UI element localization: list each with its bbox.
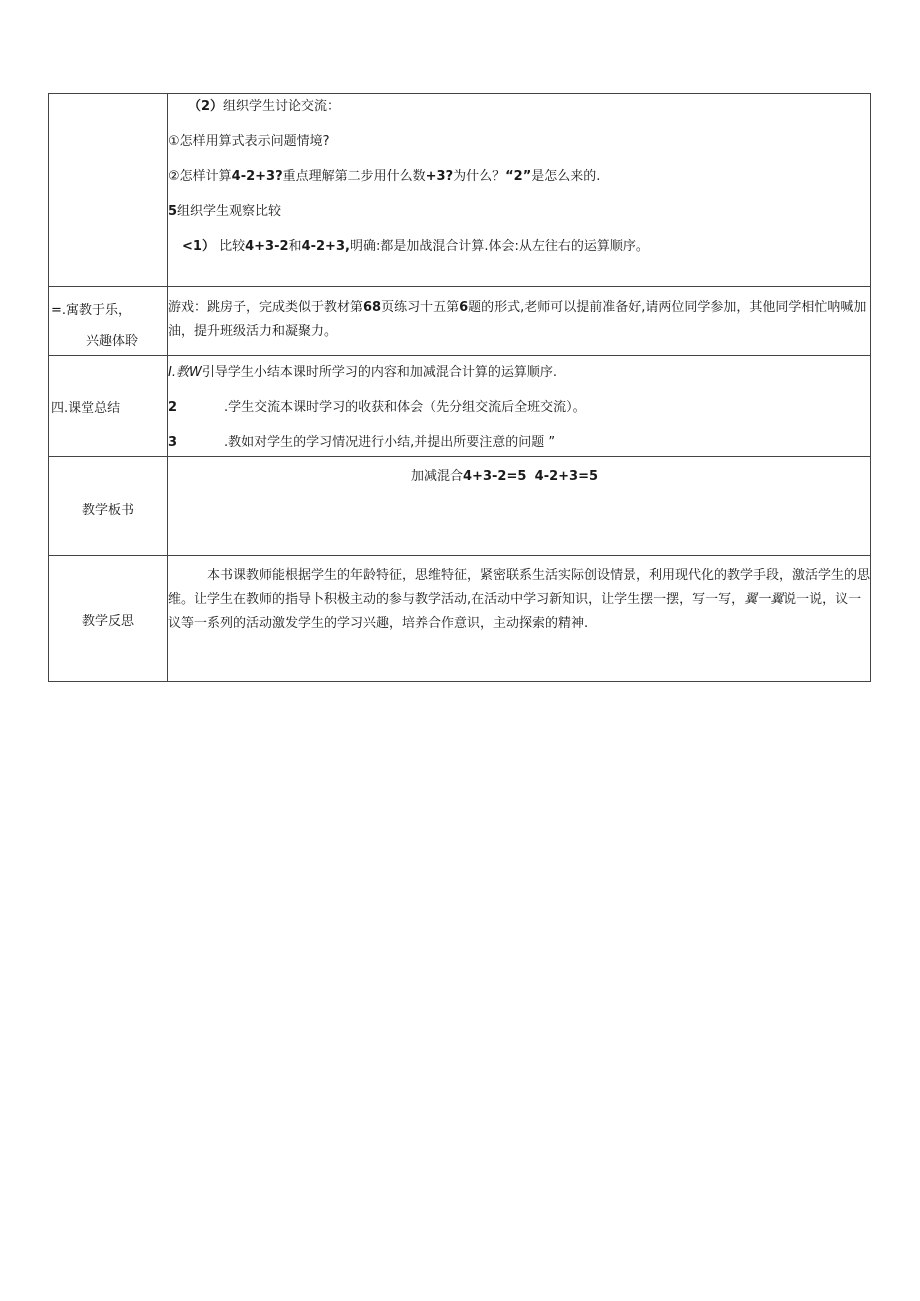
table-row — [49, 457, 871, 556]
reflection-text: 本书课教师能根据学生的年龄特征，思维特征，紧密联系生活实际创设情景，利用现代化的教学手段，激活学生的思维。让学生在教师的指导卜积极主动的参与教学活动,在活动中学习新知识，让学生摆一摆，写一写，翼一翼说一说，议一议等一系列的活动激发学生的学习兴趣，培养合作意识，主动探索的精神. — [168, 568, 871, 631]
table-row — [49, 287, 871, 356]
summary-item-2: 2 .学生交流本课时学习的收获和体会（先分组交流后全班交流）。 — [168, 400, 586, 415]
reflection-cell — [168, 556, 871, 682]
section-label: 教学板书 — [81, 503, 134, 518]
board-text: 加减混合4+3-2=5 4-2+3=5 — [411, 469, 599, 484]
summary-item-1: I.教W引导学生小结本课时所学习的内容和加减混合计算的运算顺序. — [168, 365, 557, 380]
compare-item: <1） 比较4+3-2和4-2+3,明确:都是加战混合计算.体会:从左往右的运算顺序。 — [182, 239, 649, 254]
section-label: 教学反思 — [81, 614, 134, 629]
game-cell — [168, 287, 871, 356]
question-2: ②怎样计算4-2+3?重点理解第二步用什么数+3?为什么？“2”是怎么来的. — [168, 169, 601, 184]
row-label-cell — [49, 287, 168, 356]
table-row — [49, 356, 871, 457]
table-row — [49, 94, 871, 287]
lesson-plan-table — [48, 93, 871, 682]
discussion-heading: （2）组织学生讨论交流： — [188, 99, 341, 114]
row-label-cell — [49, 356, 168, 457]
row-label-cell — [49, 457, 168, 556]
discussion-cell — [168, 94, 871, 287]
board-cell — [168, 457, 871, 556]
section-label: 四.课堂总结 — [51, 401, 121, 416]
summary-cell — [168, 356, 871, 457]
game-text: 游戏：跳房子，完成类似于教材第68页练习十五第6题的形式,老师可以提前准备好,请两位同学参加，其他同学相忙呐喊加油，提升班级活力和凝聚力。 — [168, 300, 867, 339]
compare-heading: 5组织学生观察比较 — [168, 204, 282, 219]
question-1: ①怎样用算式表示问题情境? — [168, 134, 330, 149]
row-label-cell — [49, 556, 168, 682]
section-label: 兴趣体聆 — [85, 334, 138, 349]
row-label-empty — [49, 94, 168, 287]
table-row — [49, 556, 871, 682]
summary-item-3: 3 .教如对学生的学习情况进行小结,并提出所要注意的问题 ” — [168, 435, 556, 450]
section-label: =.寓教于乐， — [51, 303, 132, 318]
